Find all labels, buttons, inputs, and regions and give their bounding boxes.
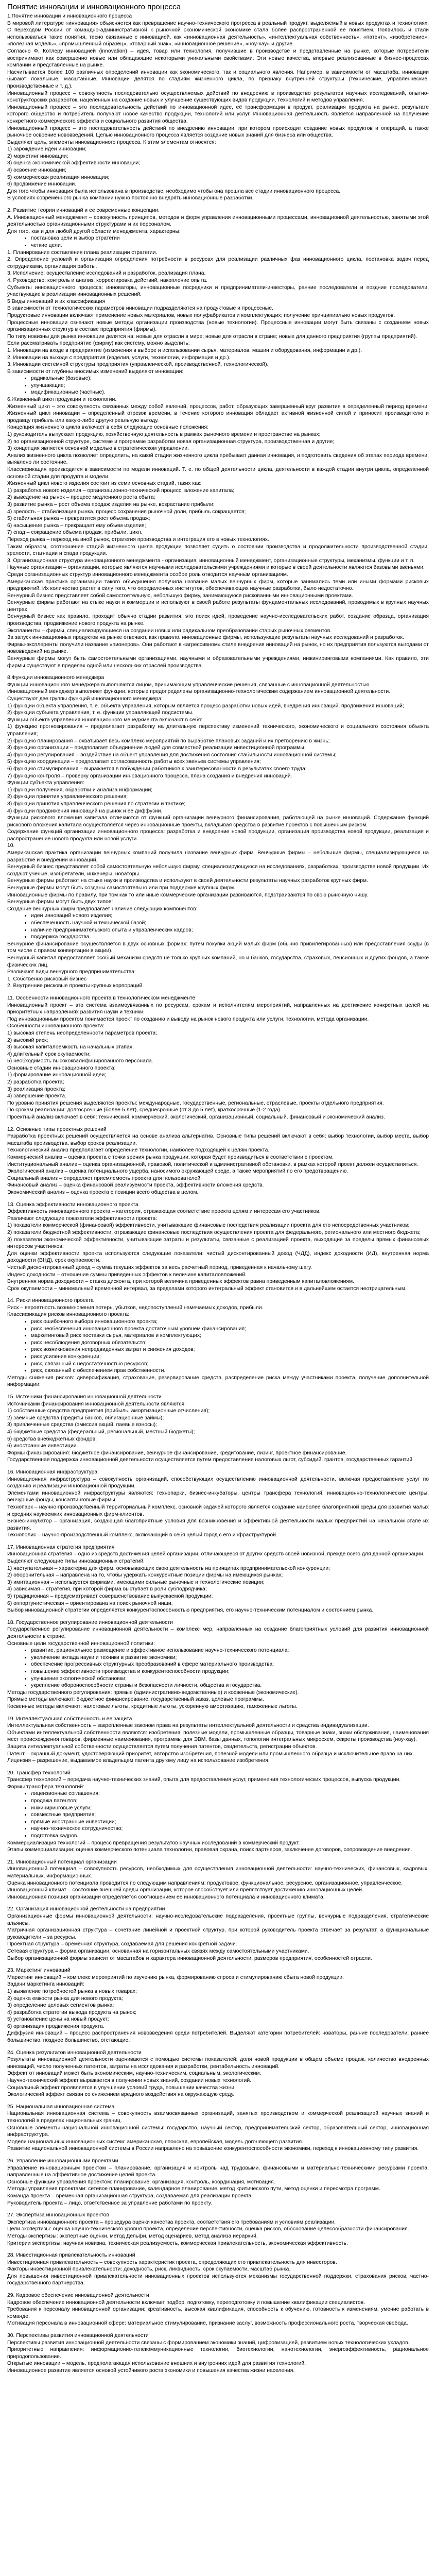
document-body [7, 13, 429, 2375]
paragraph: Экономический анализ – оценка проекта с позиции всего общества в целом. [7, 1189, 199, 1195]
paragraph: 1. Собственно рисковый бизнес [7, 976, 87, 982]
paragraph: 2) оценка емкости рынка для нового продукта; [7, 1995, 123, 2002]
paragraph-spacer [7, 2247, 429, 2252]
bullet-item: • риск ошибочного выбора инновационного проекта; [31, 1318, 429, 1326]
paragraph: 1) функции получения, обработки и анализа информации; [7, 787, 153, 793]
paragraph-spacer [7, 1121, 429, 1126]
paragraph: Инновационная инфраструктура – совокупность организаций, способствующих осуществлению инновационной деятельности, включая предоставление услуг по созданию и реализации инновационной продукции. [7, 1476, 429, 1489]
paragraph: Косвенные методы включают: налоговые льготы, кредитные льготы, ускоренную амортизацию, таможенные льготы. [7, 1703, 298, 1709]
paragraph-spacer [7, 1196, 429, 1201]
paragraph: 3. Исполнение: осуществление исследований и разработок, реализация плана. [7, 270, 206, 277]
paragraph: Классификация производится в зависимости по модели инноваций. Т. е. по общей деятельности цикла, деятельности в каждой стадии внутри цикла, определенной основной стадии для продукта и модели. [7, 467, 429, 480]
paragraph: 25. Национальная инновационная система [7, 2104, 115, 2110]
paragraph: Функции инновационного менеджера выполняются лицом, принимающим управленческие решения, связанные с инновационной деятельностью. [7, 682, 371, 688]
paragraph: Оценка инновационного потенциала проводится по следующим направлениям: продуктовое, функциональное, ресурсное, организационное, управленческое. [7, 1880, 403, 1886]
paragraph: Цели экспертизы: оценка научно-технического уровня проекта, определение перспективности, оценка рисков, обоснование целесообразности финансирования. [7, 2226, 409, 2232]
paragraph: В зависимости от технологических параметров инновации подразделяются на продуктовые и процессные. [7, 306, 273, 312]
paragraph: Функции объекта управления инновационного менеджмента включают в себя: [7, 717, 203, 723]
bullet-item: • инжиниринговые услуги; [31, 1805, 429, 1812]
paragraph: 18. Государственное регулирование инновационной деятельности [7, 1619, 173, 1625]
paragraph: 14. Риски инновационного проекта [7, 1298, 94, 1304]
paragraph: 2) заемные средства (кредиты банков, облигационные займы); [7, 1415, 164, 1421]
paragraph: Результаты инновационной деятельности оцениваются с помощью системы показателей: доля новой продукции в общем объеме продаж, количество внедренных инноваций, число полученных патентов, затраты на исследования и разработки, рентабельность инноваций. [7, 2057, 429, 2070]
paragraph: 4) функции продвижения инноваций на рынок и ее диффузии. [7, 808, 163, 814]
paragraph: Задачи маркетинга инноваций: [7, 1981, 84, 1988]
paragraph-spacer [7, 1962, 429, 1967]
paragraph: 3) концепция является основной моделью в стратегическом управлении. [7, 446, 189, 452]
paragraph: Разработка проектных решений осуществляется на основе анализа альтернатив. Основные типы решений включают в себя: выбор технологии, выбор места, выбор масштаба производства, выбор сроков реализации. [7, 1133, 429, 1146]
paragraph: 4) зависимая – стратегия, при которой фирма выступает в роли субподрядчика; [7, 1586, 207, 1592]
paragraph: 1. Планирование составления плана реализации стратегии. [7, 249, 158, 256]
paragraph: Экспертиза инновационного проекта – процедура оценки качества проекта, соответствия его требованиям и условиям реализации. [7, 2219, 336, 2225]
paragraph: Элементами инновационной инфраструктуры являются: технопарки, бизнес-инкубаторы, центры трансфера технологий, инновационно-технологические центры, венчурные фонды, консалтинговые фирмы. [7, 1490, 429, 1503]
paragraph: 6) функцию стимулирования – выражается в побуждении работников к заинтересованности в результатах своего труда; [7, 766, 307, 772]
paragraph-spacer [7, 2287, 429, 2292]
bullet-list [7, 235, 429, 249]
paragraph: Факторы инвестиционной привлекательности: доходность, риск, ликвидность, срок окупаемости, масштаб рынка. [7, 2266, 291, 2273]
paragraph: Инвестиционная привлекательность – совокупность характеристик проекта, определяющих его привлекательность для инвесторов. [7, 2259, 337, 2265]
paragraph: Фирмы-эксплеренты получили название «пионеров». Они работают в «агрессивном» стиле внедрения инноваций на рынок, но их предприятия пользуются выгодами от нововведений на рынке. [7, 641, 429, 655]
paragraph: Основные элементы национальной инновационной системы: государство, научный сектор, предпринимательский сектор, образовательный сектор, инновационная инфраструктура. [7, 2125, 429, 2138]
paragraph: Руководитель проекта – лицо, ответственное за управление работами по проекту. [7, 2200, 212, 2206]
paragraph: Научные организации – организации, которые являются научными исследовательскими учреждениями и которые в своей деятельности являются базовыми звеньями. [7, 565, 425, 571]
paragraph: Эффект от инноваций может быть экономическим, научно-техническим, социальным, экологическим. [7, 2071, 261, 2077]
paragraph: Продуктовые инновации включают применение новых материалов, новых полуфабрикатов и комплектующих; получение принципиально новых продуктов. [7, 312, 395, 318]
paragraph: 19. Интеллектуальная собственность и ее защита [7, 1716, 132, 1722]
paragraph: Модели национальных инновационных систем: американская, японская, европейская, модель догоняющего развития. [7, 2139, 304, 2145]
paragraph: 3) привлеченные средства (эмиссия акций, паевые взносы); [7, 1422, 158, 1428]
paragraph: 3) показатели экономической эффективности, учитывающие затраты и результаты, связанные с реализацией проекта, выходящие за пределы прямых финансовых интересов участников. [7, 1236, 429, 1250]
paragraph: 3) функцию организации – предполагает объединение людей для совместной реализации инвестиционной программы; [7, 745, 306, 751]
paragraph: Требования к персоналу инновационной организации: креативность, высокая квалификация, способность к обучению, готовность к изменениям, умение работать в команде. [7, 2307, 429, 2319]
paragraph-spacer [7, 2098, 429, 2104]
paragraph-spacer [7, 1765, 429, 1770]
bullet-item: • риск, связанный с недостаточностью ресурсов; [31, 1361, 429, 1368]
paragraph: 2. Внутренние рисковые проекты крупных корпораций. [7, 983, 144, 989]
bullet-list [7, 1647, 429, 1689]
paragraph: Бизнес-инкубатор – организация, создающая благоприятные условия для возникновения и эффективной деятельности малых предприятий на начальном этапе их развития. [7, 1518, 429, 1531]
paragraph: 17. Инновационная стратегия предприятия [7, 1544, 115, 1550]
paragraph: 4) завершение проекта. [7, 1093, 66, 1099]
paragraph: Чистый дисконтированный доход – сумма текущих эффектов за весь расчетный период, приведенная к начальному шагу. [7, 1264, 312, 1270]
paragraph: Инновационный процесс – это последовательность действий по внедрению инновации, при котором происходит создание новых продуктов и операций, а также рыночное освоение нововведений. Целью инновационного процесса является создание новых знаний для бизнеса или общества. [7, 125, 429, 139]
paragraph: Инновационная стратегия – одно из средств достижения целей организации, отличающееся от других средств своей новизной, прежде всего для данной организации. [7, 1551, 425, 1557]
paragraph: 2) функции субъекта управления, т. е. функции управляющей подсистемы. [7, 710, 194, 716]
paragraph: Венчурное финансирование осуществляется в двух основных формах: путем покупки акций малых фирм (обычно привилегированных) или предоставления ссуды (в том числе с правом конвертации в акции). [7, 941, 429, 954]
paragraph: Содержание функций организации инновационного процесса: разработка и внедрение новой продукции, организация производства новой продукции, реализация и распространение нового продукта или новой услуги. [7, 829, 429, 842]
bullet-item: • научно-техническое сотрудничество; [31, 1825, 429, 1833]
paragraph: Для оценки эффективности проекта используются следующие показатели: чистый дисконтированный доход (ЧДД), индекс доходности (ИД), внутренняя норма доходности (ВНД), срок окупаемости. [7, 1250, 429, 1264]
paragraph: Инновационный климат – состояние внешней среды организации, которое способствует или препятствует достижению инновационных целей. [7, 1887, 363, 1893]
paragraph: 26. Управление инновационными проектами [7, 2158, 118, 2164]
paragraph: Объектами интеллектуальной собственности являются: изобретения, полезные модели, промышленные образцы, товарные знаки, знаки обслуживания, наименования мест происхождения товаров, фирменные наименования, программы для ЭВМ, базы данных, топологии интегральных микросхем, секреты производства (ноу-хау). [7, 1730, 429, 1743]
paragraph: Проектный анализ включает в себя: технический, коммерческий, экологический, организационный, социальный, финансовый и экономический анализ. [7, 1114, 385, 1121]
paragraph: Инновационное развитие является основой устойчивого роста экономики и повышения качества жизни населения. [7, 2368, 295, 2374]
paragraph-spacer [7, 1710, 429, 1716]
paragraph: 2) функцию планирования – охватывает весь комплекс мероприятий по выработке плановых заданий и их претворению в жизнь; [7, 738, 330, 744]
bullet-item: • риск возникновения непредвиденных затрат и снижения доходов; [31, 1346, 429, 1353]
paragraph: Методы экспертизы: экспертные оценки, метод Дельфи, метод сценариев, метод анализа иерархий. [7, 2233, 258, 2239]
paragraph: 5) традиционная – предусматривает совершенствование выпускаемой продукции; [7, 1594, 213, 1600]
paragraph: Основные стадии инновационного проекта: [7, 1065, 116, 1071]
bullet-item: • идеи инноваций нового изделия; [31, 912, 429, 920]
paragraph: Венчурные фирмы могут быть самостоятельными организациями, научными и образовательными учреждениями, инжиниринговыми компаниями. Как правило, эти фирмы существуют в пределах одной или нескольких отраслей производства. [7, 656, 429, 669]
paragraph: 23. Маркетинг инноваций [7, 1968, 71, 1974]
paragraph: 15. Источники финансирования инновационной деятельности [7, 1394, 162, 1400]
paragraph: Выделяют следующие типы инновационных стратегий: [7, 1558, 145, 1565]
paragraph: 16. Инновационная инфраструктура [7, 1469, 98, 1475]
paragraph: 11. Особенности инновационного проекта в технологическом менеджменте [7, 995, 196, 1001]
paragraph: 1) руководитель выпускает продукцию, хозяйственную деятельность в рамках рыночного времени и пространстве на рынках; [7, 432, 321, 438]
bullet-item: • наличие предпринимательского опыта и управленческих кадров; [31, 927, 429, 934]
paragraph: Для того чтобы инновация была использована в производстве, необходимо чтобы она прошла все стадии инновационного процесса. [7, 188, 341, 194]
paragraph: 4) длительный срок окупаемости; [7, 1051, 91, 1057]
paragraph: Венчурный бизнес представляет собой самостоятельную, небольшую фирму, занимающуюся рискованными инновационными проектами. [7, 592, 353, 599]
paragraph: 28. Инвестиционная привлекательность инноваций [7, 2252, 135, 2259]
paragraph: Особенности инновационного проекта: [7, 1023, 104, 1029]
bullet-item: • радикальные (базовые); [31, 375, 429, 382]
paragraph: По уровню принятия решения выделяются проекты: международные, государственные, региональные, отраслевые, проекты отдельного предприятия. [7, 1100, 384, 1106]
paragraph: 2) разработка проекта; [7, 1079, 64, 1086]
paragraph: Венчурный бизнес представляет собой самостоятельную небольшую фирму, специализирующуюся на исследованиях, разработках, производстве новой продукции. Их создают ученые, изобретатели, инженеры, новаторы. [7, 864, 429, 877]
paragraph: 8.Функции инновационного менеджера [7, 675, 104, 681]
paragraph: Таким образом, соотношение стадий жизненного цикла продукции позволяет судить о состоянии производства и продолжительности производственной стадии, зрелости, стагнации и спада продукции. [7, 544, 429, 557]
paragraph: Выбор организационной формы зависит от масштабов и характера инновационной деятельности, размеров предприятия, особенностей отрасли. [7, 1955, 372, 1961]
paragraph: Существуют две группы функций инновационного менеджера: [7, 696, 163, 702]
paragraph: 7) спад – сокращение объема продаж, прибыли, цикл. [7, 530, 143, 536]
paragraph: Методы государственного регулирования: прямые (административно-ведомственные) и косвенные (экономические). [7, 1689, 299, 1696]
paragraph: Анализ жизненного цикла позволяет определить, на какой стадии жизненного цикла пребывает данная инновация, и подготовить сведения об этапах периода времени, выявлено ли состояние. [7, 452, 429, 466]
paragraph: Среди организационных структур инновационного менеджмента особое роль отводится научным организациям. [7, 571, 288, 578]
paragraph: Внутренняя норма доходности – ставка дисконта, при которой величина приведенных эффектов равна приведенным капиталовложениям. [7, 1279, 355, 1285]
paragraph: Функции рискового вложения капитала отличаются от функций организации венчурного финансирования, работающей на рынке инноваций. Содержание функций рискового вложения капитала осуществляется через инновационные проекты, вкладывая средства в развитие проектов с повышенным риском. [7, 815, 429, 828]
paragraph: Научно-технический эффект выражается в получении новых знаний, создании новых технологий. [7, 2078, 252, 2084]
paragraph: 1) высокая степень неопределенности параметров проекта; [7, 1030, 158, 1036]
paragraph: 10. [7, 843, 15, 849]
paragraph: Инновационный менеджер выполняет функции, которые предопределены организационно-технологическим содержанием инновационной деятельности. [7, 689, 391, 695]
bullet-list [7, 1790, 429, 1839]
paragraph: 6) иностранные инвестиции. [7, 1443, 78, 1449]
paragraph: Жизненный цикл нового изделия состоит из семи основных стадий, таких как: [7, 481, 202, 487]
paragraph: 5) коммерческая реализация инновации; [7, 174, 110, 180]
paragraph: Инновационный процесс – это последовательность действий по инновационной идее, её трансформации в продукт, реализация продукта на рынке, результате которого общество и потребитель получают новое качество продукции, технологий или услуг. Инновационная деятельность является направленной на получение конкретного коммерческого эффекта и социального развития общества. [7, 104, 429, 124]
paragraph: 3) имитационная – используется фирмами, имеющими сильные рыночные и технологические позиции; [7, 1579, 265, 1585]
paragraph: 3) развитие рынка – рост объема продаж изделия на рынке, возрастание прибыли; [7, 501, 215, 507]
paragraph: Государственное регулирование инновационной деятельности – комплекс мер, направленных на создание благоприятных условий для развития инновационной деятельности в стране. [7, 1626, 429, 1639]
paragraph: 21. Инновационный потенциал организации [7, 1859, 117, 1865]
paragraph: 3) высокая капиталоемкость на начальных этапах; [7, 1044, 134, 1050]
paragraph-spacer [7, 1464, 429, 1469]
bullet-item: • укрепление обороноспособности страны и безопасности личности, общества и государства. [31, 1682, 429, 1689]
document-title: Понятие инновации и инновационного процесса [7, 3, 181, 11]
paragraph: Методы снижения рисков: диверсификация, страхование, резервирование средств, распределение риска между участниками проекта, получение дополнительной информации. [7, 1375, 429, 1388]
paragraph: Если рассматривать предприятие (фирму) как систему, можно выделить: [7, 341, 190, 347]
paragraph: Кадровое обеспечение инновационной деятельности включает подбор, подготовку, переподготовку и повышение квалификации специалистов. [7, 2299, 365, 2306]
paragraph-spacer [7, 669, 429, 674]
paragraph: 4) разработка стратегии вывода продукта на рынок; [7, 2009, 137, 2015]
paragraph-spacer [7, 990, 429, 995]
paragraph: Основные цели государственной инновационной политики: [7, 1640, 155, 1647]
paragraph: Защита интеллектуальной собственности осуществляется путем получения патентов, свидетельств, регистрации объектов. [7, 1743, 317, 1750]
paragraph: Переход рынка – переход на иной рынок, стратегия производства и интеграция его в новых технологиях. [7, 536, 269, 543]
paragraph-spacer [7, 2327, 429, 2332]
paragraph: По срокам реализации: долгосрочные (более 5 лет), среднесрочные (от 3 до 5 лет), краткосрочные (1-2 года). [7, 1107, 282, 1113]
paragraph: 2. Определение условий и организация определения потребности в ресурсах для реализации различных фаз инновационного цикла, постановка задач перед сотрудниками, организация работы. [7, 257, 429, 269]
paragraph: Развитие национальной инновационной системы в России направлено на повышение конкурентоспособности экономики, переход к инновационному типу развития. [7, 2146, 419, 2152]
paragraph: Классификация рисков инновационного проекта: [7, 1312, 130, 1318]
paragraph: Этапы коммерциализации: оценка коммерческого потенциала технологии, правовая охрана, поиск партнеров, заключение договоров, сопровождение внедрения. [7, 1847, 412, 1853]
paragraph: Технологический анализ предполагает определение технологии, наиболее подходящей к целям проекта. [7, 1147, 270, 1154]
paragraph: Венчурные фирмы могут быть двух типов: [7, 899, 113, 905]
bullet-item: • прямые иностранные инвестиции; [31, 1819, 429, 1826]
bullet-item: • совместные предприятия; [31, 1811, 429, 1819]
paragraph-spacer [7, 1539, 429, 1544]
paragraph-spacer [7, 1292, 429, 1297]
paragraph: Экологический эффект связан со снижением вредного воздействия на окружающую среду. [7, 2092, 235, 2098]
paragraph: Процессные инновации означают новые методы организации производства (новые технологии). Процессные инновации могут быть связаны с созданием новых организационных структур в составе предприятия (фирмы). [7, 319, 429, 333]
paragraph: Срок окупаемости – минимальный временной интервал, за пределами которого интегральный эффект становится и в дальнейшем остается неотрицательным. [7, 1285, 407, 1292]
paragraph: 3. Организационная структура инновационного менеджмента - организация, инновационный менеджмент, организационные структуры, механизмы, функции и т. п. [7, 557, 415, 564]
paragraph: 24. Оценка результатов инновационной деятельности [7, 2049, 142, 2056]
paragraph: Субъекты инновационного процесса: инноваторы, инновационные посредники и предприниматели-инвесторы, ранние последователи и поздние последователи, участвующие в реализации инновационных решений. [7, 284, 429, 298]
paragraph: Технополис – научно-производственный комплекс, включающий в себя целый город с его инфраструктурой. [7, 1532, 277, 1538]
paragraph: 2) показатели бюджетной эффективности, отражающие финансовые последствия осуществления проекта для федерального, регионального или местного бюджета; [7, 1229, 421, 1235]
paragraph: Лицензия – разрешение, выдаваемое владельцем патента другому лицу на использование изобретения. [7, 1758, 270, 1764]
paragraph: Инновационная позиция организации определяется соотношением ее инновационного потенциала и инновационного климата. [7, 1894, 325, 1900]
paragraph: 2) оборонительная – направлена на то, чтобы удержать конкурентные позиции фирмы на имеющихся рынках; [7, 1572, 283, 1579]
paragraph: 30. Перспективы развития инновационной деятельности [7, 2333, 149, 2339]
paragraph: Технопарк – научно-производственный территориальный комплекс, основной задачей которого является создание наиболее благоприятной среды для развития малых и средних наукоемких инновационных фирм-клиентов. [7, 1504, 429, 1517]
paragraph: 6) продвижение инновации. [7, 181, 77, 188]
paragraph: Основные функции управления проектом: планирование, организация, контроль, координация, мотивация. [7, 2179, 275, 2185]
paragraph: 2) выведение на рынок – процесс медленного роста сбыта; [7, 495, 155, 501]
paragraph-spacer [7, 2044, 429, 2049]
paragraph: Маркетинг инноваций – комплекс мероприятий по изучению рынка, формированию спроса и стимулированию сбыта новой продукции. [7, 1974, 344, 1980]
paragraph: 1) собственные средства предприятия (прибыль, амортизационные отчисления); [7, 1408, 210, 1414]
paragraph: Формы трансфера технологий: [7, 1784, 84, 1790]
bullet-item: • лицензионные соглашения; [31, 1790, 429, 1798]
bullet-item: • маркетинговый риск поставки сырья, материалов и комплектующих; [31, 1332, 429, 1340]
paragraph: 5) средства внебюджетных фондов; [7, 1436, 97, 1442]
paragraph-spacer [7, 1388, 429, 1394]
paragraph: Сетевая структура – форма организации, основанная на горизонтальных связях между самостоятельными участниками. [7, 1948, 309, 1954]
bullet-item: • повышение эффективности производства и конкурентоспособности продукции; [31, 1668, 429, 1675]
paragraph: 3) функции принятия управленческого решения по стратегии и тактике; [7, 801, 186, 807]
bullet-item: • риск необеспечения инновационного проекта достаточным уровнем финансирования; [31, 1326, 429, 1333]
bullet-item: • риск усиления конкуренции; [31, 1353, 429, 1361]
paragraph: 1) формирование инновационной идеи; [7, 1072, 107, 1078]
bullet-list [7, 1318, 429, 1375]
bullet-list [7, 912, 429, 940]
paragraph: Формы финансирования: бюджетное финансирование, венчурное финансирование, кредитование, лизинг, проектное финансирование. [7, 1450, 347, 1456]
paragraph: 3) оценка экономической эффективности инновации; [7, 160, 141, 166]
paragraph: 6) насыщение рынка – прекращает ему объем изделия; [7, 522, 146, 529]
paragraph: Социальный эффект проявляется в улучшении условий труда, повышении качества жизни. [7, 2084, 236, 2091]
bullet-item: • улучшающие; [31, 382, 429, 389]
paragraph: 12. Основные типы проектных решений [7, 1126, 107, 1132]
paragraph: 2) маркетинг инновации; [7, 153, 68, 159]
paragraph: Методы управления проектами: сетевое планирование, календарное планирование, метод критического пути, метод оценки и пересмотра программ. [7, 2186, 380, 2192]
paragraph: Социальный анализ – определяет приемлемость проекта для пользователей. [7, 1175, 202, 1181]
paragraph: 7) функцию контроля – проверку организации инновационного процесса, плана создания и внедрения инноваций. [7, 773, 292, 779]
paragraph: Венчурные фирмы могут быть созданы самостоятельно или при поддержке крупных фирм. [7, 885, 236, 891]
paragraph: Выделяют цель, элементы инновационного процесса. К этим элементам относятся: [7, 139, 216, 145]
paragraph: Критерии экспертизы: научная новизна, техническая реализуемость, коммерческая привлекательность, экономическая эффективность. [7, 2240, 348, 2246]
paragraph: 1) наступательная – характерна для фирм, основывающих свою деятельность на принципах предпринимательской конкуренции; [7, 1565, 330, 1571]
bullet-item: • обеспечение прогрессивных структурных преобразований в сфере материального производства; [31, 1661, 429, 1668]
paragraph: 5 Виды инноваций и их классификация [7, 298, 106, 304]
paragraph: 2. Инновации на выходе с предприятия (изделия, услуги, технологии, информация и др.). [7, 354, 231, 361]
paragraph: Прямые методы включают: бюджетное финансирование, государственный заказ, целевые программы. [7, 1697, 264, 1703]
bullet-item: • риск несоблюдения договорных обязательств; [31, 1340, 429, 1347]
paragraph: По типу новизны для рынка инновации делятся на: новые для отрасли в мире; новые для отрасли в стране; новые для данного предприятия (группы предприятий). [7, 333, 417, 340]
paragraph: Индекс доходности – отношение суммы приведенных эффектов к величине капиталовложений. [7, 1272, 247, 1278]
bullet-item: • развитие, рациональное размещение и эффективное использование научно-технического потенциала; [31, 1647, 429, 1654]
paragraph: 6) оппортунистическая – ориентирована на поиск рыночной ниши. [7, 1600, 173, 1606]
paragraph: Инновационный проект – это система взаимоувязанных по ресурсам, срокам и исполнителям мероприятий, направленных на достижение конкретных целей на приоритетных направлениях развития науки и техники. [7, 1002, 429, 1015]
paragraph: Открытые инновации – модель, предполагающая использование внешних и внутренних идей для развития технологий. [7, 2361, 306, 2367]
paragraph: 20. Трансфер технологий [7, 1770, 71, 1776]
paragraph: Функции субъекта управления: [7, 780, 84, 786]
paragraph-spacer [7, 1901, 429, 1906]
paragraph: В условиях современного рынка компании нужно постоянно внедрять инновационные разработки. [7, 195, 254, 201]
paragraph: Концепция жизненного цикла включает в себя следующие основные положения: [7, 425, 208, 431]
paragraph-spacer [7, 2207, 429, 2212]
paragraph: Экологический анализ – оценка потенциального ущерба, наносимого окружающей среде, а также мероприятий по его предотвращению. [7, 1168, 348, 1175]
paragraph: В мировой литературе «инновация» объясняется как превращение научно-технического прогресса в реальный продукт, выделяемый в новых продуктах и технологиях, С переходом России от командно-административной к рыночной экономической экономике стала более распространенной ее понятием. Появилось и стали использоваться такие понятия, тесно связанные с инновацией, как «инновационная деятельность», «интеллектуальная собственность», «патент», «изобретение», «полезная модель», «промышленный образец», «товарный знак», «инновационное решение», «ноу-хау» и другие. [7, 20, 429, 47]
paragraph: Венчурные фирмы работают на стыке науки и производства и используют в своей деятельности результаты научных разработок крупных фирм. [7, 878, 369, 884]
paragraph: Организационные формы инновационной деятельности: научно-исследовательские подразделения, проектные группы, венчурные подразделения, стратегические альянсы. [7, 1913, 429, 1926]
bullet-item: • риск, связанный с обеспечением прав собственности. [31, 1367, 429, 1375]
bullet-item: • постановка цели и выбор стратегии [31, 235, 429, 242]
paragraph: Эффективность инновационного проекта – категория, отражающая соответствие проекта целям и интересам его участников. [7, 1209, 321, 1215]
paragraph: 2) функции принятия управленческого решения; [7, 794, 128, 800]
paragraph: Национальная инновационная система – совокупность взаимосвязанных организаций, занятых производством и коммерческой реализацией научных знаний и технологий в пределах национальных границ. [7, 2111, 429, 2124]
bullet-item: • обеспеченность научной и технической базой; [31, 920, 429, 927]
paragraph: 13. Оценка эффективности инновационного проекта [7, 1201, 138, 1208]
paragraph: 3. Инновации системной структуры предприятия (управленческой, производственной, технологической). [7, 362, 269, 368]
paragraph: Под инновационным проектом понимается проект по созданию и выводу на рынок нового продукта или услуги, технологии, метода организации. [7, 1016, 369, 1022]
paragraph: 22. Организация инновационной деятельности на предприятии [7, 1906, 165, 1912]
paragraph: 1. Инновации на входе в предприятие (изменения в выборе и использовании сырья, материалов, машин и оборудования, информации и др.). [7, 347, 362, 353]
paragraph: Выбор инновационной стратегии определяется конкурентоспособностью предприятия, его научно-техническим потенциалом и состоянием рынка. [7, 1607, 374, 1614]
paragraph: Интеллектуальная собственность – закрепленные законом права на результаты интеллектуальной деятельности и средства индивидуализации. [7, 1723, 369, 1729]
paragraph: Жизненный цикл – это совокупность связанных между собой явлений, процессов, работ, образующих завершенный круг развития в определенный период времени. Жизненный цикл инновации – определенный отрезок времени, в течение которого инновация обладает активной жизненной силой и приносит производителю и продавцу прибыль или какую-либо другую реальную выгоду. [7, 403, 429, 423]
paragraph: 6) организация продвижения продукта. [7, 2023, 104, 2029]
paragraph: Финансовый анализ – оценка финансовой реализуемости проекта, эффективности вложения средств. [7, 1182, 264, 1189]
paragraph: 3) определение целевых сегментов рынка; [7, 2003, 114, 2009]
paragraph: 2) по организационной структуре, системе и программе разработки новая организационная структура, производственная и другие; [7, 438, 335, 445]
paragraph: Согласно Ф. Котлеру инновацией (innovation) – идея, товар или технология, получившие в производстве и представленные на рынке, которые потребители воспринимают как совершенно новые или обладающие некоторыми уникальными свойствами. Эти новые качества, впервые реализованные в бизнес-процессах компании и представленные на рынке. [7, 48, 429, 69]
paragraph: Для повышения инвестиционной привлекательности инновационных проектов используются механизмы государственной поддержки, страхования рисков, частно-государственного партнерства. [7, 2273, 429, 2286]
paragraph: Насчитывается более 100 различных определений инновации как экономического, так и социального явления. Например, в зависимости от масштаба, инновации бывают локальные, масштабные. Инновации делятся по стадиям жизненного цикла, по признаку внутренней структуры (технические, управленческие, производственные и т. д.). [7, 69, 429, 89]
paragraph: Источниками финансирования инновационной деятельности являются: [7, 1401, 186, 1407]
paragraph: Коммерциализация технологий – процесс превращения результатов научных исследований в коммерческий продукт. [7, 1840, 300, 1846]
paragraph: Для того, как и для любой другой области менеджмента, характерны: [7, 228, 181, 234]
bullet-item: • продажа патентов; [31, 1798, 429, 1805]
paragraph: Патент – охранный документ, удостоверяющий приоритет, авторство изобретения, полезной модели или промышленного образца и исключительное право на них. [7, 1751, 414, 1757]
paragraph: Перспективы развития инновационной деятельности связаны с формированием экономики знаний, цифровизацией, развитием новых технологических укладов. [7, 2340, 410, 2346]
paragraph: 3) реализация проекта; [7, 1086, 66, 1092]
paragraph: Венчурный бизнес как правило, проходит обычно стадии развития: это поиск идей, проведение научно-исследовательских работ, создание образца, организация производства, продвижение нового продукта на рынке. [7, 614, 429, 627]
paragraph: 27. Экспертиза инновационных проектов [7, 2212, 109, 2218]
paragraph-spacer [7, 202, 429, 207]
paragraph: Различают следующие показатели эффективности проекта: [7, 1215, 158, 1222]
paragraph: Диффузия инноваций – процесс распространения нововведения среди потребителей. Выделяют категории потребителей: новаторы, ранние последователи, раннее большинство, позднее большинство, отстающие. [7, 2030, 429, 2044]
paragraph: Американская практика организации такого объединения получила название малых венчурных фирм, которые занимались теми или иными формами рисковых предприятий. Их количество растет в силу того, что определенных институтов, обеспечивающих научные разработки, было недостаточно. [7, 579, 429, 592]
paragraph: Инновационный потенциал – совокупность ресурсов, необходимых для осуществления инновационной деятельности: научно-технических, финансовых, кадровых, материальных, информационных. [7, 1866, 429, 1879]
bullet-item: • увеличение вклада науки и техники в развитие экономики; [31, 1654, 429, 1662]
paragraph: 1) выявление потребностей рынка в новых товарах; [7, 1988, 137, 1994]
paragraph: Государственная поддержка инновационной деятельности осуществляется путем предоставления налоговых льгот, субсидий, грантов, государственных гарантий. [7, 1457, 414, 1463]
paragraph: Венчурный капитал предоставляет особый механизм средств не только крупных компаний, но и банков, государства, страховых, пенсионных и других фондов, а также физических лиц. [7, 955, 429, 968]
paragraph: 1) показатели коммерческой (финансовой) эффективности, учитывающие финансовые последствия реализации проекта для его непосредственных участников; [7, 1223, 410, 1229]
paragraph-spacer [7, 1614, 429, 1619]
paragraph: 5) стабильная рынка – превратится рост объема продаж; [7, 516, 150, 522]
bullet-item: • четкие цели. [31, 242, 429, 249]
paragraph: Мотивация персонала в инновационной сфере: материальное стимулирование, признание заслуг, возможность профессионального роста, творческая свобода. [7, 2320, 408, 2327]
paragraph: Команда проекта – временная организационная структура, создаваемая для реализации проекта. [7, 2193, 253, 2199]
paragraph: За запуск инновационных продуктов на рынке отвечают, как правило, инновационные фирмы, использующие результаты научных исследований и разработок. [7, 635, 404, 641]
paragraph: 2. Развитие теории инноваций и ее современные концепции. [7, 208, 160, 214]
bullet-item: • модификационные (частные). [31, 389, 429, 396]
paragraph: А. Инновационный менеджмент – совокупность принципов, методов и форм управления инновационными процессами, инновационной деятельностью, занятыми этой деятельностью организационными структурами и их персоналом. [7, 214, 429, 228]
paragraph: Инновационные фирмы по правилу, при том как то или иные коммерческие организации развиваются, подстраиваются по свою рыночную нишу. [7, 892, 369, 898]
paragraph: 4) функцию регулирования – воздействие на объект управления для достижения состояния стабильности инновационной системы; [7, 752, 337, 758]
paragraph: Риск – вероятность возникновения потерь, убытков, недопоступлений намечаемых доходов, прибыли. [7, 1304, 264, 1311]
paragraph: 1) зарождение идеи инновации; [7, 146, 87, 152]
paragraph: Венчурные фирмы работают на стыке науки и коммерции и используют в своей работе результаты фундаментальных исследований, проводимых в крупных научных центрах. [7, 600, 429, 613]
paragraph: Создание венчурных фирм предполагает наличие следующих компонентов: [7, 906, 198, 912]
paragraph: Управление инновационным проектом – планирование, организация и контроль над трудовыми, финансовыми и материально-техническими ресурсами проекта, направленные на эффективное достижение целей проекта. [7, 2165, 429, 2178]
paragraph: 4) бюджетные средства (федеральный, региональный, местный бюджеты); [7, 1429, 195, 1435]
paragraph: Матричная организационная структура – сочетание линейной и проектной структур, при которой руководитель проекта отвечает за результат, а функциональные руководители – за ресурсы. [7, 1927, 429, 1940]
paragraph: 5) необходимость высококвалифицированного персонала. [7, 1058, 153, 1064]
paragraph: 4) зрелость – стабилизация рынка, процесс сохранения рыночной доли, прибыль сокращается; [7, 509, 246, 515]
paragraph: 1) функции объекта управления, т. е. объекта управления, которым является процесс разработки новых идей, внедрения инноваций, продвижения инноваций; [7, 703, 404, 709]
bullet-list [7, 375, 429, 396]
paragraph: 2) высокий риск; [7, 1037, 48, 1043]
paragraph-spacer [7, 2153, 429, 2158]
paragraph: 5) функцию координации – предполагает согласованность работы всех звеньев системы управления; [7, 759, 261, 765]
paragraph: Проектная структура – временная структура, создаваемая для решения конкретной задачи. [7, 1941, 237, 1947]
paragraph: 1.Понятие инновации и инновационного процесса [7, 13, 132, 19]
paragraph: Приоритетные направления: информационно-телекоммуникационные технологии, биотехнологии, нанотехнологии, энергоэффективность, рациональное природопользование. [7, 2347, 429, 2360]
paragraph: 1) функцию прогнозирования – предполагает разработку на длительную перспективу изменений технического, экономического и социального состояния объекта управления; [7, 724, 429, 737]
paragraph: 6.Жизненный цикл продукции и технологии. [7, 397, 117, 403]
paragraph: 4) освоение инновации; [7, 167, 66, 174]
paragraph-spacer [7, 1854, 429, 1859]
paragraph: Трансфер технологий – передача научно-технических знаний, опыта для предоставления услуг, применения технологических процессов, выпуска продукции. [7, 1777, 401, 1783]
bullet-item: • поддержка государства. [31, 934, 429, 941]
paragraph: Коммерческий анализ – оценка проекта с точки зрения рынка продукции, которая будет производиться в соответствии с проектом. [7, 1155, 334, 1160]
paragraph: Инновационный процесс – совокупность последовательно осуществляемых действий по внедрению в производство результатов научных исследований, опытно-конструкторских разработок, нацеленных на создание новых и улучшение существующих видов продукции, технологий и методов управления. [7, 90, 429, 104]
paragraph: 5) установление цены на новый продукт; [7, 2016, 109, 2023]
paragraph: Институциональный анализ – оценка организационной, правовой, политической и административной обстановки, в рамках которой проект должен осуществляться. [7, 1161, 418, 1167]
paragraph: 1) разработка нового изделия – организационно-технический процесс, вложение капитала; [7, 487, 235, 494]
paragraph: 29. Кадровое обеспечение инновационной деятельности [7, 2293, 149, 2299]
paragraph: Американская практика организации венчурных компаний получила название венчурных фирм. Венчурные фирмы – небольшие фирмы, специализирующиеся на разработке и внедрении инноваций. [7, 850, 429, 863]
paragraph: 4. Руководство: контроль и анализ, корректировка действий, накопление опыта. [7, 277, 207, 283]
bullet-item: • улучшение экологической обстановки; [31, 1675, 429, 1683]
paragraph: Различают виды венчурного предпринимательства: [7, 969, 136, 975]
paragraph: Экспланенты – фирмы, специализирующиеся на создании новых или радикальном преобразовании старых рыночных сегментов. [7, 628, 332, 634]
paragraph: В зависимости от глубины вносимых изменений выделяют инновации: [7, 368, 184, 375]
bullet-item: • подготовка кадров. [31, 1833, 429, 1840]
